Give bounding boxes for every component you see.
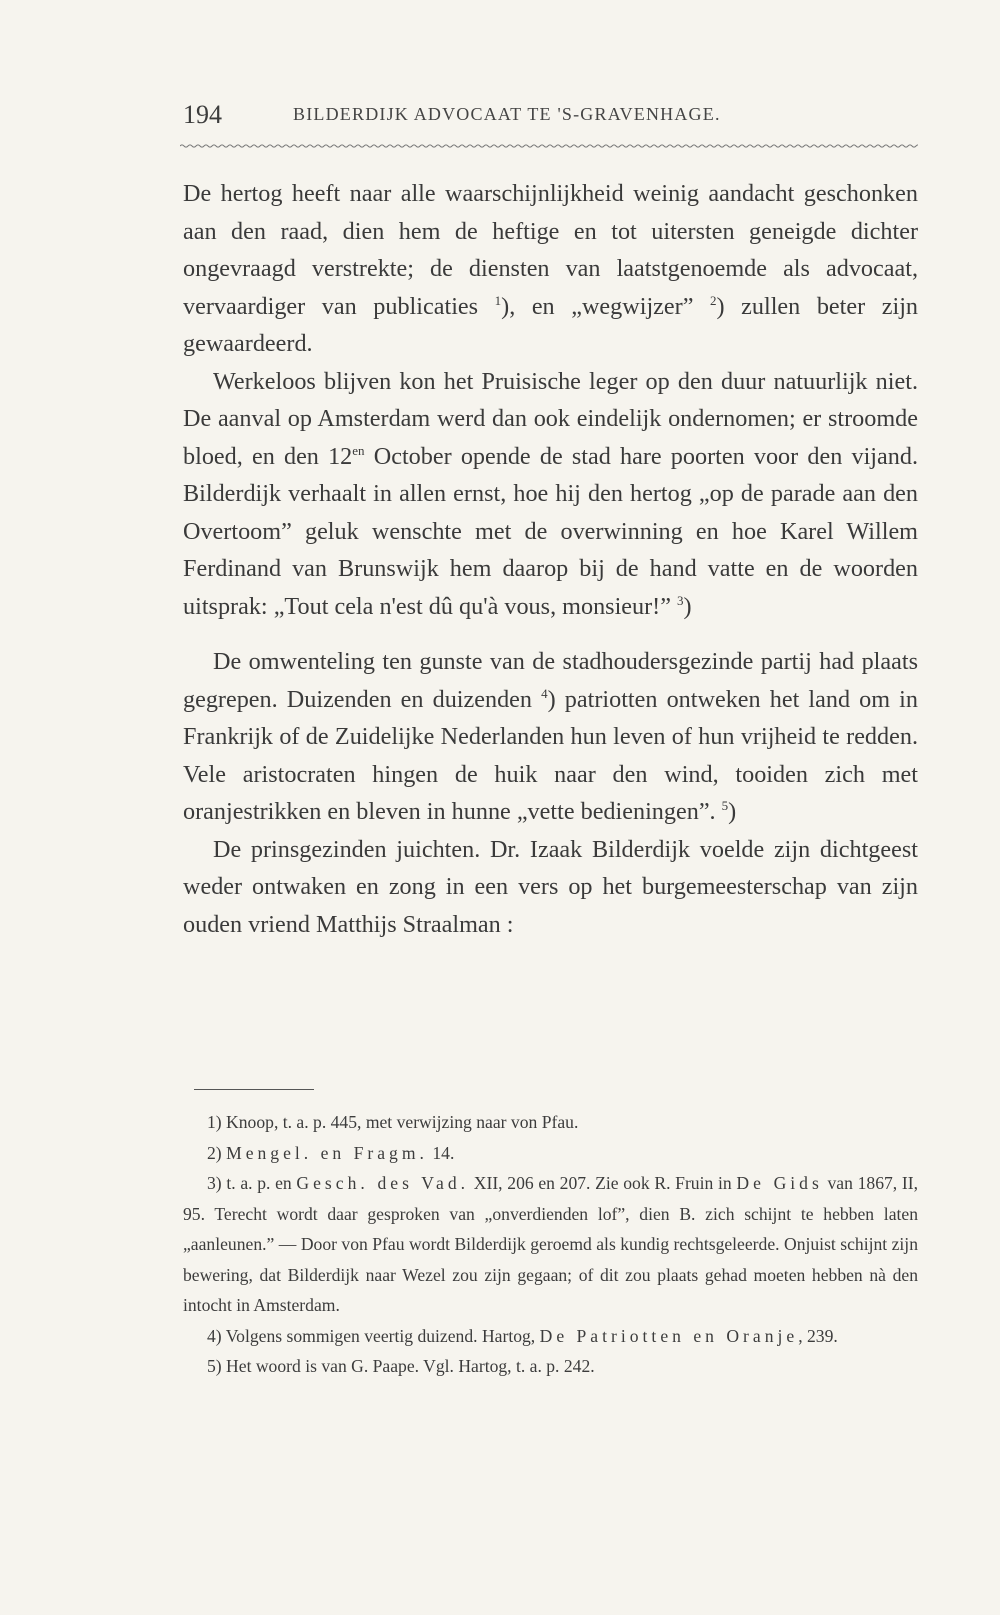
footnote-ref-5: 5: [721, 797, 729, 813]
ordinal-superscript: en: [352, 442, 365, 458]
paragraph-4: [183, 831, 918, 944]
footnote-4-title: De Patriotten en Oranje: [539, 1325, 799, 1346]
footnote-3: [183, 1168, 918, 1321]
paragraph-3-text: De omwenteling ten gunste van de stadhoudersgezinde partij had plaats gegrepen. Duizenden en duizenden: [183, 648, 918, 713]
footnote-3-title: Gesch. des Vad.: [296, 1173, 470, 1193]
paragraph-1: [183, 175, 918, 363]
paragraph-2-text: Werkeloos blijven kon het Pruisische leger op den duur natuurlijk niet. De aanval op Amsterdam werd dan ook eindelijk ondernomen; er stroomde bloed, en den 12: [183, 367, 918, 470]
footnote-2-title: Mengel. en Fragm.: [226, 1142, 428, 1163]
paragraph-1-text: De hertog heeft naar alle waarschijnlijkheid weinig aandacht geschonken aan den raad, dien hem de heftige en tot uitersten geneigde dichter ongevraagd verstrekte; de diensten van laatstgenoemde als advocaat, vervaardiger van publicaties: [183, 180, 918, 320]
paragraph-3-text-3: ): [728, 798, 737, 825]
running-head: BILDERDIJK ADVOCAAT TE 'S-GRAVENHAGE.: [293, 104, 721, 124]
footnote-2: [183, 1138, 918, 1169]
footnote-ref-3: 3: [677, 592, 684, 608]
body-text: [183, 175, 918, 943]
footnotes: [183, 1107, 918, 1382]
wavy-rule-ornament: [180, 140, 918, 152]
paragraph-3: [183, 643, 918, 831]
footnote-2-page: 14.: [427, 1142, 455, 1163]
page-header: [183, 96, 918, 136]
paragraph-2-text-2: October opende de stad hare poorten voor den vijand. Bilderdijk verhaalt in allen ernst, hoe hij den hertog „op de parade aan den Overtoom” geluk wenschte met de overwinning en hoe Karel Willem Ferdinand van Brunswijk hem daarop bij de hand vatte en de woorden uitsprak: „Tout cela n'est dû qu'à vous, monsieur!”: [183, 442, 918, 620]
page-number: 194: [183, 100, 222, 129]
footnote-4: [183, 1321, 918, 1352]
footnote-ref-1: 1: [494, 292, 502, 308]
footnote-ref-2: 2: [710, 292, 717, 308]
paragraph-4-text: De prinsgezinden juichten. Dr. Izaak Bilderdijk voelde zijn dichtgeest weder ontwaken en zong in een vers op het burgemeesterschap van zijn ouden vriend Matthijs Straalman :: [183, 835, 918, 938]
paragraph-1-text-3: ) zullen beter zijn gewaardeerd.: [183, 292, 919, 357]
footnote-4-page: , 239.: [798, 1325, 838, 1346]
footnote-3-text-2: XII, 206 en 207. Zie ook R. Fruin in: [469, 1173, 737, 1193]
paragraph-3-text-2: ) patriotten ontweken het land om in Frankrijk of de Zuidelijke Nederlanden hun leven of hun vrijheid te redden. Vele aristocraten hingen de huik naar den wind, tooiden zich met oranjestrikken en bleven in hunne „vette bedieningen”.: [183, 685, 918, 825]
paragraph-2: [183, 363, 918, 626]
footnote-4-text: 4) Volgens sommigen veertig duizend. Hartog,: [207, 1325, 540, 1346]
footnote-ref-4: 4: [541, 685, 548, 701]
paragraph-2-text-3: ): [683, 592, 692, 620]
footnote-3-journal: De Gids: [736, 1173, 823, 1193]
footnote-3-text: 3) t. a. p. en: [207, 1173, 297, 1193]
footnote-5: 5) Het woord is van G. Paape. Vgl. Hartog, t. a. p. 242.: [207, 1356, 595, 1376]
footnote-3-text-3: van 1867, II, 95. Terecht wordt daar gesproken van „onverdienden lof”, dien B. zich schijnt te hebben laten „aanleunen.” — Door von Pfau wordt Bilderdijk geroemd als kundig rechtsgeleerde. Onjuist schijnt zijn bewering, dat Bilderdijk naar Wezel zou zijn gegaan; of dit zou plaats gehad moeten hebben nà den intocht in Amsterdam.: [183, 1173, 918, 1315]
footnote-2-label: 2): [207, 1142, 227, 1163]
footnote-1: 1) Knoop, t. a. p. 445, met verwijzing naar von Pfau.: [207, 1112, 579, 1132]
footnote-divider: [194, 1089, 314, 1090]
paragraph-1-text-2: ), en „wegwijzer”: [501, 292, 711, 320]
